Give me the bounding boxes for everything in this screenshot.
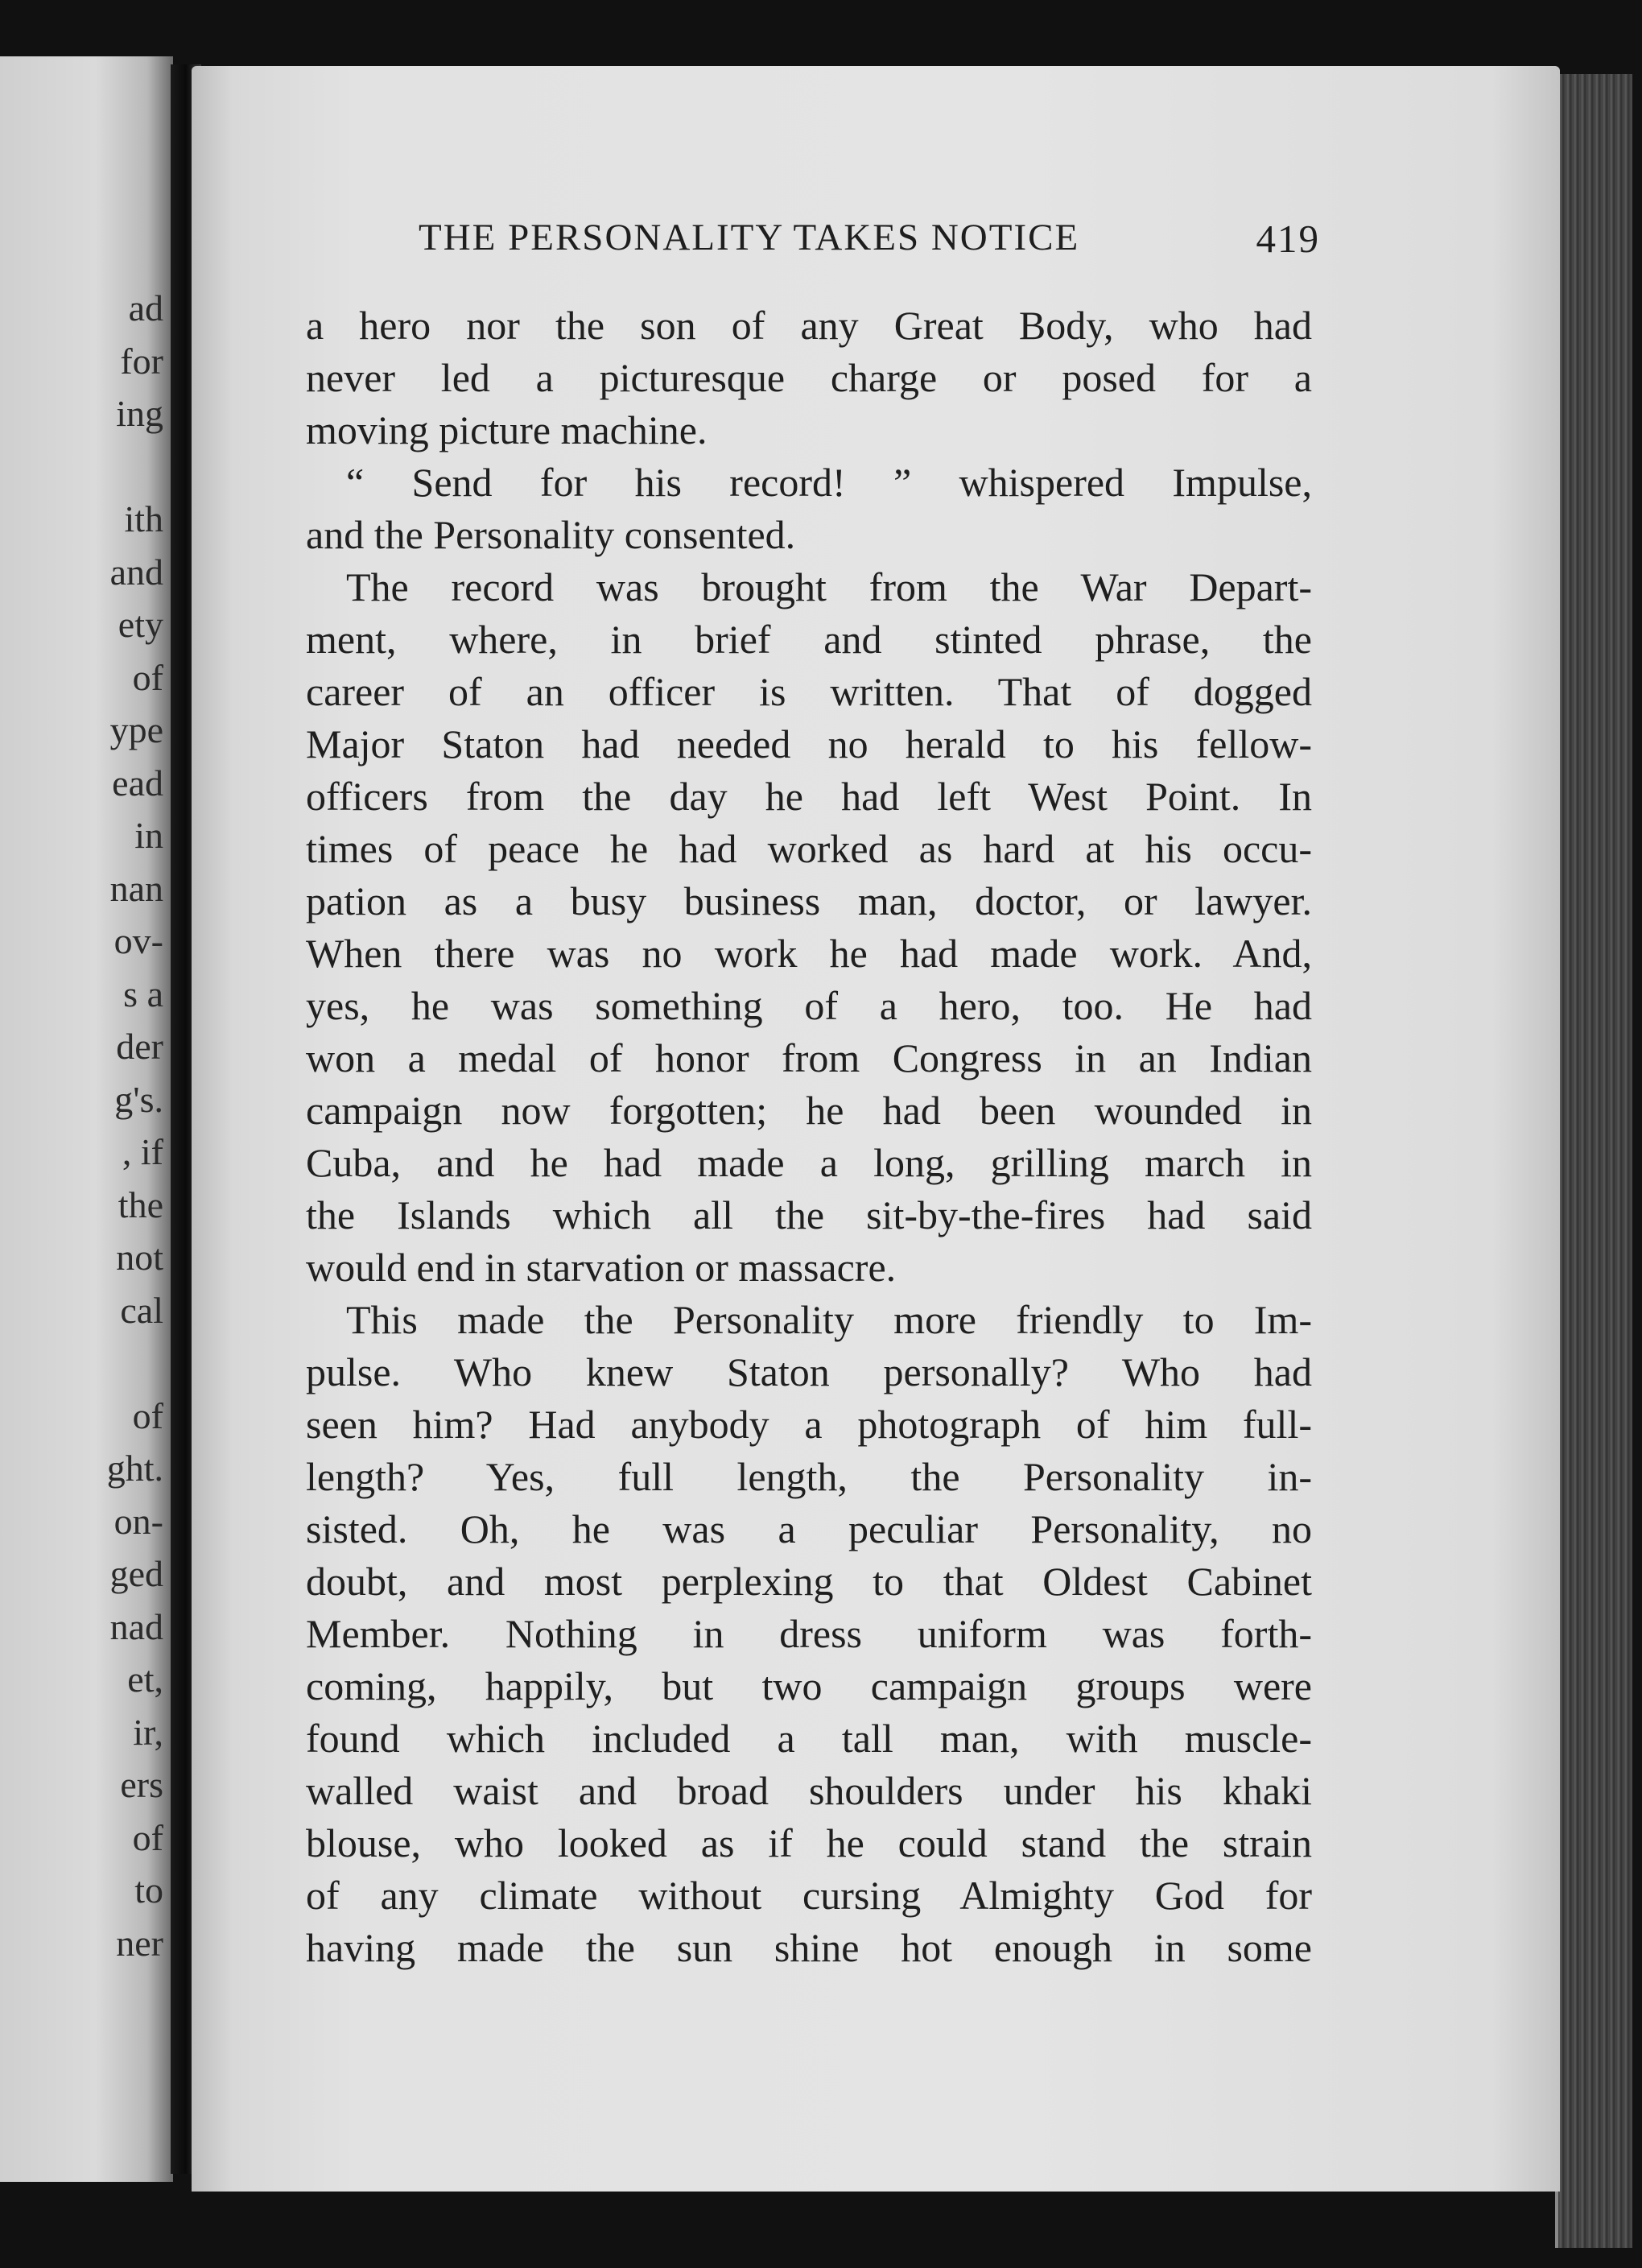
text-line: pulse. Who knew Staton personally? Who had xyxy=(306,1349,1312,1394)
text-line: officers from the day he had left West Point. In xyxy=(306,774,1312,819)
text-line: never led a picturesque charge or posed for a xyxy=(306,355,1312,400)
text-line: times of peace he had worked as hard at his occu- xyxy=(306,826,1312,871)
text-line: pation as a busy business man, doctor, or lawyer. xyxy=(306,878,1312,923)
text-line: Cuba, and he had made a long, grilling march in xyxy=(306,1140,1312,1185)
text-line: of any climate without cursing Almighty God for xyxy=(306,1873,1312,1918)
text-line: the Islands which all the sit-by-the-fires had said xyxy=(306,1192,1312,1237)
text-line: and the Personality consented. xyxy=(306,512,796,557)
text-line: When there was no work he had made work. And, xyxy=(306,931,1312,976)
text-line: found which included a tall man, with muscle- xyxy=(306,1716,1312,1761)
body-text xyxy=(306,300,1312,1974)
text-line: seen him? Had anybody a photograph of him full- xyxy=(306,1402,1312,1447)
text-line: length? Yes, full length, the Personality in- xyxy=(306,1454,1312,1499)
left-page-fragment: ght. xyxy=(106,1448,163,1489)
text-line: career of an officer is written. That of dogged xyxy=(306,669,1312,714)
left-page-fragment: der xyxy=(116,1026,163,1067)
running-head-title: THE PERSONALITY TAKES NOTICE xyxy=(419,217,1080,258)
left-page-fragment: ov- xyxy=(113,920,163,961)
text-line: coming, happily, but two campaign groups were xyxy=(306,1663,1312,1708)
left-page-fragment: nad xyxy=(109,1605,163,1647)
left-page-fragment: ner xyxy=(116,1922,163,1964)
page-edges xyxy=(1555,74,1632,2248)
left-page-fragment: on- xyxy=(113,1500,163,1542)
left-page-fragment: ing xyxy=(116,393,163,434)
left-page-fragment: et, xyxy=(127,1659,163,1700)
left-facing-page xyxy=(0,56,173,2182)
left-page-fragment: ers xyxy=(120,1764,163,1805)
text-line: doubt, and most perplexing to that Oldest Cabinet xyxy=(306,1559,1312,1604)
left-page-fragment: ith xyxy=(124,498,163,539)
left-page-fragment: g's. xyxy=(114,1078,163,1120)
left-page-fragment: to xyxy=(134,1869,163,1911)
text-line: The record was brought from the War Depart- xyxy=(346,564,1312,609)
text-line: won a medal of honor from Congress in an Indian xyxy=(306,1035,1312,1080)
text-line: sisted. Oh, he was a peculiar Personality, no xyxy=(306,1506,1312,1551)
text-line: having made the sun shine hot enough in some xyxy=(306,1925,1312,1970)
left-page-fragment: the xyxy=(118,1184,163,1225)
left-page-fragment: for xyxy=(120,340,163,382)
left-page-fragment: s a xyxy=(123,973,163,1014)
left-page-fragment: ged xyxy=(109,1553,163,1594)
left-page-fragment: cal xyxy=(120,1289,163,1331)
left-page-fragment: ety xyxy=(118,604,163,645)
text-line: blouse, who looked as if he could stand the strain xyxy=(306,1820,1312,1865)
left-page-fragment: ead xyxy=(112,762,163,804)
text-line: campaign now forgotten; he had been wounded in xyxy=(306,1088,1312,1133)
left-page-fragment: ir, xyxy=(133,1711,163,1753)
text-line: Major Staton had needed no herald to his fellow- xyxy=(306,721,1312,766)
text-line: ment, where, in brief and stinted phrase, the xyxy=(306,617,1312,662)
page-number: 419 xyxy=(1256,217,1320,261)
text-line: moving picture machine. xyxy=(306,407,708,452)
left-page-fragment: ad xyxy=(128,287,163,328)
text-line: “ Send for his record! ” whispered Impulse, xyxy=(346,460,1312,505)
text-line: a hero nor the son of any Great Body, who had xyxy=(306,303,1312,348)
text-line: This made the Personality more friendly to Im- xyxy=(346,1297,1312,1342)
text-line: would end in starvation or massacre. xyxy=(306,1245,897,1290)
left-page-fragment: in xyxy=(134,815,163,856)
running-head xyxy=(419,216,1320,259)
left-page-fragment: ype xyxy=(109,709,163,750)
left-page-fragment: and xyxy=(109,551,163,593)
left-page-fragment: of xyxy=(132,1816,163,1858)
left-page-fragment: of xyxy=(132,1394,163,1436)
left-page-fragment: , if xyxy=(122,1131,163,1172)
text-line: yes, he was something of a hero, too. He had xyxy=(306,983,1312,1028)
text-line: Member. Nothing in dress uniform was forth- xyxy=(306,1611,1312,1656)
left-page-fragment: of xyxy=(132,656,163,698)
text-line: walled waist and broad shoulders under his khaki xyxy=(306,1768,1312,1813)
left-page-fragment: not xyxy=(116,1237,163,1278)
left-page-fragment: nan xyxy=(109,867,163,909)
